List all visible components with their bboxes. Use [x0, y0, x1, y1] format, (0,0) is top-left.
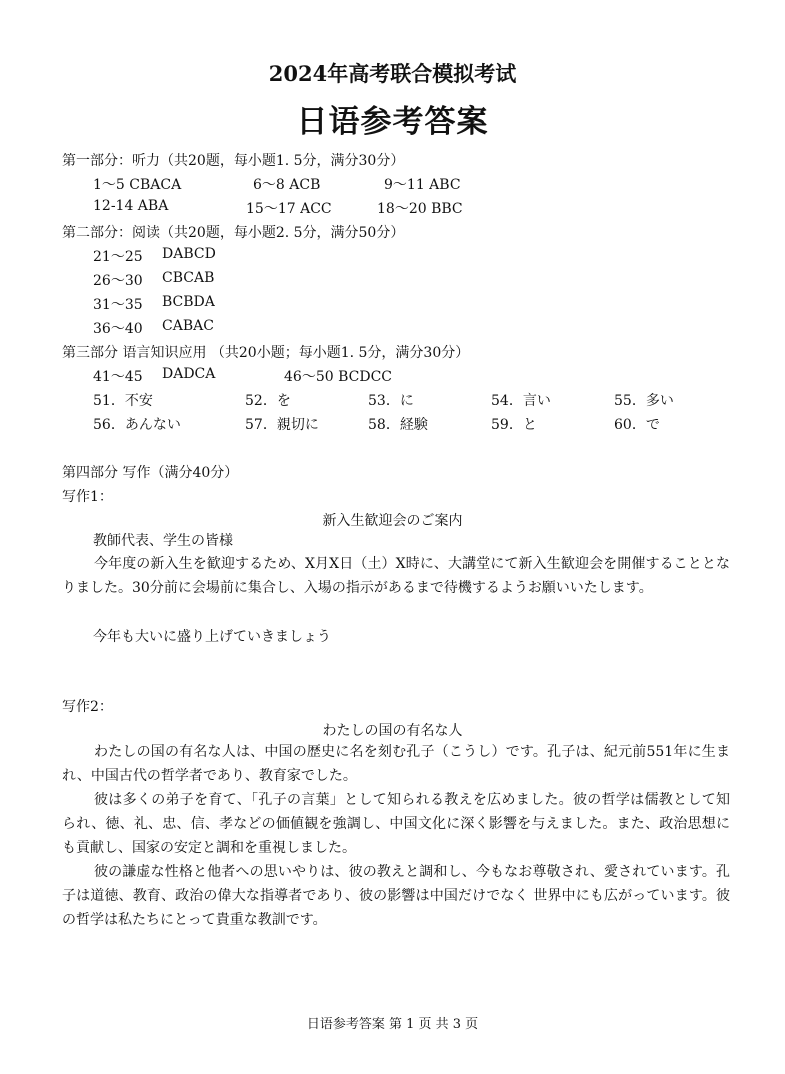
document-title: 日语参考答案: [296, 104, 489, 140]
fill-answer: 54．言い: [491, 393, 551, 409]
fill-answer: 60．で: [614, 417, 660, 433]
writing1-greeting: 教師代表、学生の皆様: [93, 533, 233, 549]
fill-answer: 53．に: [368, 393, 414, 409]
question-range: 26～30: [93, 273, 143, 289]
fill-answer: 57．親切に: [245, 417, 319, 433]
fill-answer: 52．を: [245, 393, 291, 409]
page-footer: 日语参考答案 第 1 页 共 3 页: [306, 1017, 479, 1032]
fill-answer: 55．多い: [614, 393, 674, 409]
answer-group: 18～20 BBC: [377, 201, 463, 217]
exam-title: 2024年高考联合模拟考试: [268, 61, 517, 86]
question-range: 36～40: [93, 321, 143, 337]
fill-answer: 56．あんない: [93, 417, 181, 433]
writing1-paragraph: 今年度の新入生を歓迎するため、X月X日（土）X時に、大講堂にて新入生歓迎会を開催することとなりました。30分前に会場前に集合し、入場の指示があるまで待機するようお願いいたします。: [62, 556, 730, 596]
part1-heading: 第一部分：听力（共20题，每小题1. 5分，满分30分）: [62, 153, 405, 169]
answer-group: 12-14 ABA: [93, 198, 169, 214]
writing1-label: 写作1：: [62, 489, 113, 505]
writing1-title: 新入生歓迎会のご案内: [322, 513, 463, 529]
answer-group: 6～8 ACB: [253, 177, 321, 193]
part2-heading: 第二部分：阅读（共20题，每小题2. 5分，满分50分）: [62, 225, 405, 241]
part3-heading: 第三部分 语言知识应用 （共20小题；每小题1. 5分，满分30分）: [62, 345, 470, 361]
question-range: 31～35: [93, 297, 143, 313]
answer-letters: CBCAB: [162, 270, 215, 286]
answer-group: 1～5 CBACA: [93, 177, 182, 193]
answer-letters: DADCA: [162, 366, 216, 382]
writing2-title: わたしの国の有名な人: [322, 723, 463, 739]
fill-answer: 58．経験: [368, 417, 428, 433]
fill-answer: 51．不安: [93, 393, 153, 409]
writing2-paragraph: わたしの国の有名な人は、中国の歴史に名を刻む孔子（こうし）です。孔子は、紀元前551年に生まれ、中国古代の哲学者であり、教育家でした。: [62, 744, 730, 784]
answer-letters: CABAC: [162, 318, 214, 334]
writing2-label: 写作2：: [62, 699, 113, 715]
part4-heading: 第四部分 写作（满分40分）: [62, 465, 239, 481]
fill-answer: 59．と: [491, 417, 537, 433]
answer-letters: BCBDA: [162, 294, 215, 310]
answer-group: 15～17 ACC: [246, 201, 332, 217]
question-range: 21～25: [93, 249, 143, 265]
answer-group: 46～50 BCDCC: [284, 369, 392, 385]
answer-group: 9～11 ABC: [384, 177, 461, 193]
writing1-closing: 今年も大いに盛り上げていきましょう: [93, 629, 331, 645]
writing2-paragraph: 彼は多くの弟子を育て、「孔子の言葉」として知られる教えを広めました。彼の哲学は儒教として知られ、徳、礼、忠、信、孝などの価値観を強調し、中国文化に深く影響を与えました。また、政治思想にも貢献し、国家の安定と調和を重視しました。: [62, 792, 730, 856]
writing2-paragraph: 彼の謙虚な性格と他者への思いやりは、彼の教えと調和し、今もなお尊敬され、愛されています。孔子は道徳、教育、政治の偉大な指導者であり、彼の影響は中国だけでなく 世界中にも広がっています。彼の哲学は私たちにとって貴重な教訓です。: [62, 864, 730, 928]
answer-letters: DABCD: [162, 246, 216, 262]
question-range: 41～45: [93, 369, 143, 385]
